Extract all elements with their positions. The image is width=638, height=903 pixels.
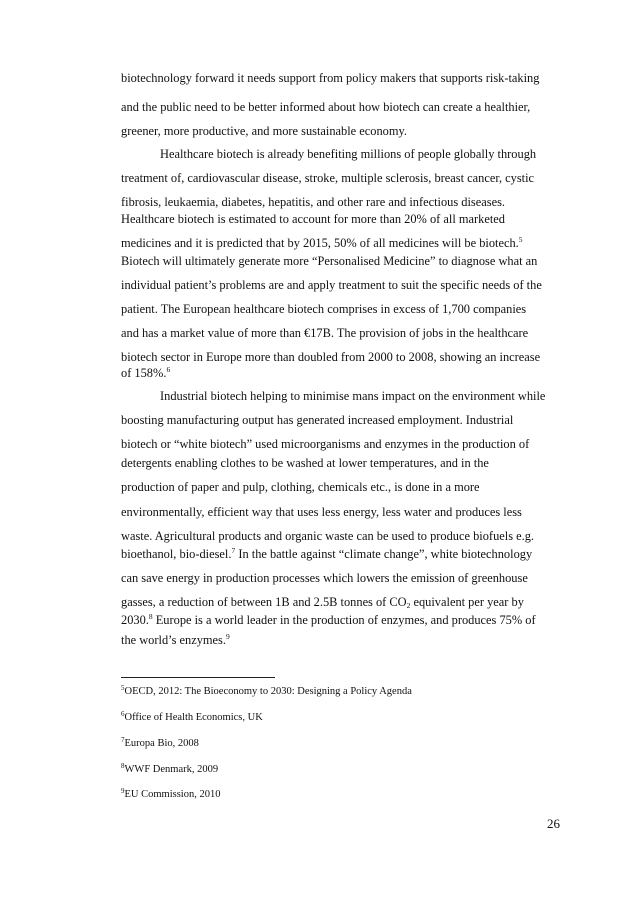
body-line: biotech sector in Europe more than doubled from 2000 to 2008, showing an increase [121,350,541,364]
body-text: bioethanol, bio-diesel. [121,547,232,561]
footnote-ref: 7 [231,546,236,555]
body-line: and the public need to be better informed about how biotech can create a healthier, [121,100,531,114]
footnote [121,764,218,776]
body-line: Industrial biotech helping to minimise mans impact on the environment while [160,389,546,403]
body-text: 2030. [121,613,149,627]
footnote-text: Europa Bio, 2008 [124,738,199,749]
body-line: biotechnology forward it needs support from policy makers that supports risk-taking [121,71,540,85]
footnote-number: 9 [121,787,125,795]
footnote [121,738,199,750]
body-line: can save energy in production processes which lowers the emission of greenhouse [121,571,528,585]
body-line: biotech or “white biotech” used microorganisms and enzymes in the production of [121,437,530,451]
footnote-text: EU Commission, 2010 [124,789,221,800]
body-line: fibrosis, leukaemia, diabetes, hepatitis, and other rare and infectious diseases. [121,195,505,209]
body-line [121,547,532,561]
body-line: waste. Agricultural products and organic waste can be used to produce biofuels e.g. [121,529,535,543]
footnote [121,712,263,724]
footnote-ref: 5 [518,235,523,244]
body-line: detergents enabling clothes to be washed at lower temperatures, and in the [121,456,489,470]
footnote-text: WWF Denmark, 2009 [124,764,219,775]
body-line: Healthcare biotech is estimated to account for more than 20% of all marketed [121,212,505,226]
body-line [121,366,170,380]
body-line: environmentally, efficient way that uses less energy, less water and produces less [121,505,522,519]
body-text: of 158%. [121,366,167,380]
body-line: patient. The European healthcare biotech comprises in excess of 1,700 companies [121,302,527,316]
footnote-text: Office of Health Economics, UK [124,712,263,723]
body-line [121,633,230,647]
body-line: greener, more productive, and more sustainable economy. [121,124,407,138]
footnote [121,789,220,801]
body-line [121,236,523,250]
footnote-number: 6 [121,710,125,718]
body-text: the world’s enzymes. [121,633,226,647]
footnote-ref: 6 [166,365,171,374]
body-line: treatment of, cardiovascular disease, stroke, multiple sclerosis, breast cancer, cystic [121,171,535,185]
body-line [121,595,524,609]
body-line: and has a market value of more than €17B. The provision of jobs in the healthcare [121,326,529,340]
body-line: production of paper and pulp, clothing, chemicals etc., is done in a more [121,480,480,494]
body-text: medicines and it is predicted that by 2015, 50% of all medicines will be biotech. [121,236,519,250]
footnote-number: 5 [121,684,125,692]
body-line: individual patient’s problems are and apply treatment to suit the specific needs of the [121,278,542,292]
body-line: Biotech will ultimately generate more “Personalised Medicine” to diagnose what an [121,254,538,268]
subscript: 2 [406,601,411,610]
footnote [121,686,412,698]
footnote-separator [121,677,275,678]
body-line: Healthcare biotech is already benefiting millions of people globally through [160,147,537,161]
body-text: equivalent per year by [410,595,524,609]
body-line [121,613,536,627]
body-text: In the battle against “climate change”, white biotechnology [238,547,533,561]
footnote-number: 8 [121,762,125,770]
footnote-text: OECD, 2012: The Bioeconomy to 2030: Designing a Policy Agenda [124,686,412,697]
body-text: Europe is a world leader in the production of enzymes, and produces 75% of [152,613,536,627]
body-text: gasses, a reduction of between 1B and 2.5B tonnes of CO [121,595,407,609]
body-line: boosting manufacturing output has generated increased employment. Industrial [121,413,514,427]
footnote-ref: 9 [225,632,230,641]
footnote-number: 7 [121,736,125,744]
page-number: 26 [547,816,560,831]
footnote-ref: 8 [148,612,153,621]
